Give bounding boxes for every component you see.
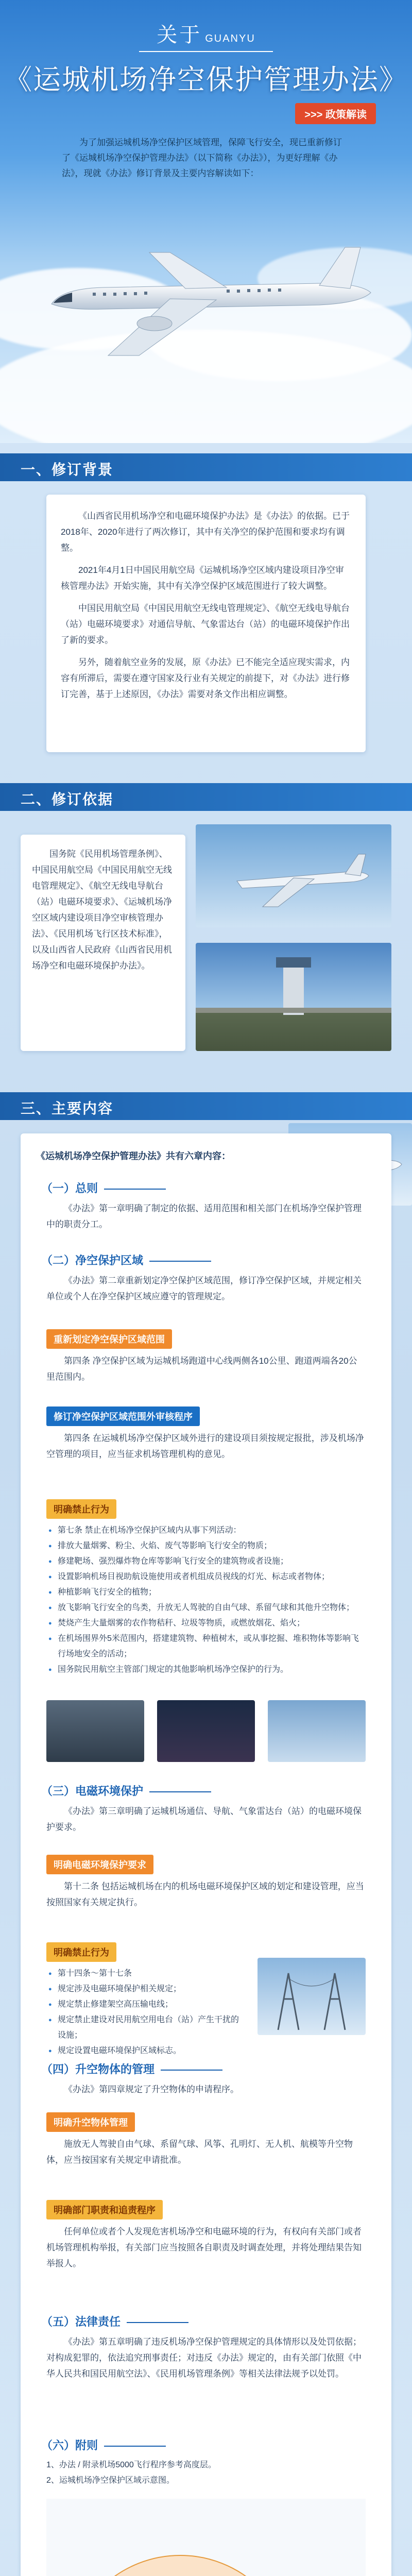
- background-paragraph-1: 《山西省民用机场净空和电磁环境保护办法》是《办法》的依据。已于2018年、2020年进行了两次修订，其中有关净空的保护范围和要求均有调整。: [61, 511, 350, 553]
- section-bar-main: [0, 1092, 412, 1120]
- rule-item: ● 焚烧产生大量烟雾的农作物秸秆、垃圾等物质，或燃放烟花、焰火；: [46, 1616, 366, 1631]
- em-rule-item: ● 规定禁止修建架空高压输电线；: [46, 1997, 242, 2012]
- airport-tower-photo: [196, 943, 391, 1051]
- basis-card: [21, 835, 185, 1051]
- about-heading: [0, 19, 412, 52]
- rule-item: ● 排放大量烟雾、粉尘、火焰、废气等影响飞行安全的物质；: [46, 1538, 366, 1554]
- fireworks-photo: [157, 1700, 255, 1762]
- background-paragraph-4: 另外，随着航空业务的发展，原《办法》已不能完全适应现实需求，内容有所滞后，需要在遵守国家及行业有关规定的前提下，对《办法》进行修订完善，基于上述原因，《办法》需要对条文作出相应调整。: [61, 657, 350, 699]
- box-duties-body: [46, 2224, 366, 2278]
- chapter-2-body: [46, 1273, 366, 1311]
- chapter-4-heading: [41, 2061, 222, 2077]
- airplane-illustration: [31, 232, 381, 366]
- rule-item: ● 修建靶场、强烈爆炸物仓库等影响飞行安全的建筑物或者设施；: [46, 1554, 366, 1569]
- box-airborne-objects-text: 施放无人驾驶自由气球、系留气球、风筝、孔明灯、无人机、航模等升空物体，应当按国家有关规定申请批准。: [46, 2139, 353, 2165]
- box-em-prohibited: 明确禁止行为: [46, 1942, 116, 1962]
- background-card: [46, 495, 366, 752]
- em-rule-item: ● 规定禁止建设对民用航空用电台（站）产生干扰的设施；: [46, 2012, 242, 2043]
- section-title-basis: 二、修订依据: [21, 791, 114, 807]
- rule-item: ● 在机场围界外5米范围内，搭建建筑物、种植树木，或从事挖掘、堆积物体等影响飞行场地安全的活动；: [46, 1631, 366, 1662]
- box-airborne-objects: 明确升空物体管理: [46, 2112, 135, 2132]
- intro-paragraph: 为了加强运城机场净空保护区域管理，保障飞行安全，现已重新修订了《运城机场净空保护管理办法》（以下简称《办法》），为更好理解《办法》，现就《办法》修订背景及主要内容解读如下：: [62, 138, 342, 178]
- box-duties: 明确部门职责和追责程序: [46, 2200, 163, 2219]
- chapter-3-title: （三）电磁环境保护: [41, 1785, 144, 1798]
- box-duties-text: 任何单位或者个人发现危害机场净空和电磁环境的行为，有权向有关部门或者机场管理机构举报，有关部门应当按照各自职责及时调查处理，并将处理结果告知举报人。: [46, 2227, 362, 2268]
- chapter-5-heading: [41, 2313, 188, 2329]
- chapter-1-body: [46, 1200, 366, 1239]
- box-prohibited-acts: 明确禁止行为: [46, 1499, 116, 1519]
- box-em-requirements-body: [46, 1878, 366, 1917]
- chapter-1-title: （一）总则: [41, 1182, 98, 1195]
- chapter-6-items: [46, 2458, 366, 2488]
- rule-item: ● 国务院民用航空主管部门规定的其他影响机场净空保护的行为。: [46, 1662, 366, 1677]
- smoke-photo: [46, 1700, 144, 1762]
- chapter-4-text: 《办法》第四章规定了升空物体的申请程序。: [64, 2084, 239, 2094]
- box-em-requirements-text: 第十二条 包括运城机场在内的机场电磁环境保护区域的划定和建设管理，应当按照国家有关规定执行。: [46, 1882, 364, 1907]
- chapter-2-heading: [41, 1252, 211, 1268]
- box-redefine-range-body: [46, 1353, 366, 1391]
- em-rule-item: ● 第十四条～第十七条: [46, 1966, 242, 1981]
- hero-banner: [0, 0, 412, 443]
- chapter-6-item: 2、运城机场净空保护区域示意图。: [46, 2476, 175, 2485]
- em-rule-item: ● 规定设置电磁环境保护区域标志。: [46, 2043, 242, 2059]
- prohibited-acts-list: [46, 1523, 366, 1677]
- policy-interpretation-tag[interactable]: >>> 政策解读: [295, 103, 376, 124]
- section-title-background: 一、修订背景: [21, 462, 114, 478]
- box-em-requirements: 明确电磁环境保护要求: [46, 1855, 153, 1874]
- background-paragraph-2: 2021年4月1日中国民用航空局《运城机场净空区域内建设项目净空审核管理办法》开始实施，其中有关净空保护区域范围进行了较大调整。: [61, 565, 344, 591]
- chapter-6-heading: [41, 2437, 166, 2453]
- document-title: 《运城机场净空保护管理办法》: [4, 64, 408, 95]
- basis-text: 国务院《民用机场管理条例》、中国民用航空局《中国民用航空无线电管理规定》、《航空无线电导航台（站）电磁环境要求》、《运城机场净空区域内建设项目净空审核管理办法》、《民用机场飞行区技术标准》，以及山西省人民政府《山西省民用机场净空和电磁环境保护办法》。: [32, 849, 172, 971]
- chapter-2-text: 《办法》第二章重新划定净空保护区域范围，修订净空保护区域，并规定相关单位或个人在净空保护区域应遵守的管理规定。: [46, 1276, 362, 1301]
- chapter-1-heading: [41, 1180, 166, 1196]
- chapter-5-body: [46, 2334, 366, 2388]
- clearance-zone-diagram: [46, 2499, 366, 2576]
- em-rules-list: [46, 1966, 242, 2059]
- rule-item: ● 种植影响飞行安全的植物；: [46, 1585, 366, 1600]
- chapter-6-title: （六）附则: [41, 2439, 98, 2452]
- box-review-procedure: 修订净空保护区域范围外审核程序: [46, 1406, 200, 1426]
- rule-item: ● 第七条 禁止在机场净空保护区域内从事下列活动：: [46, 1523, 366, 1538]
- balloon-photo: [268, 1700, 366, 1762]
- rule-item: ● 设置影响机场目视助航设施使用或者机组成员视线的灯光、标志或者物体；: [46, 1569, 366, 1585]
- chapter-4-body: [46, 2081, 366, 2104]
- chapter-1-text: 《办法》第一章明确了制定的依据、适用范围和相关部门在机场净空保护管理中的职责分工。: [46, 1204, 362, 1229]
- chapter-5-text: 《办法》第五章明确了违反机场净空保护管理规定的具体情形以及处罚依据；对构成犯罪的，依法追究刑事责任；对违反《办法》规定的，由有关部门依照《中华人民共和国民用航空法》、《民用机场管理条例》等相关法律法规予以处罚。: [46, 2337, 362, 2379]
- box-redefine-range-text: 第四条 净空保护区域为运城机场跑道中心线两侧各10公里、跑道两端各20公里范围内。: [46, 1356, 357, 1382]
- box-review-procedure-text: 第四条 在运城机场净空保护区域外进行的建设项目须按规定报批，涉及机场净空管理的项目，应当征求机场管理机构的意见。: [46, 1433, 364, 1459]
- section-title-main: 三、主要内容: [21, 1100, 114, 1116]
- power-line-photo: [258, 1958, 366, 2035]
- chapter-3-body: [46, 1803, 366, 1841]
- box-review-procedure-body: [46, 1430, 366, 1468]
- chapter-2-title: （二）净空保护区域: [41, 1254, 144, 1267]
- plane-sky-photo: [196, 824, 391, 927]
- section-bar-background: [0, 453, 412, 481]
- em-rule-item: ● 规定涉及电磁环境保护相关规定；: [46, 1981, 242, 1997]
- box-airborne-objects-body: [46, 2136, 366, 2174]
- chapter-5-title: （五）法律责任: [41, 2315, 121, 2328]
- chapter-3-text: 《办法》第三章明确了运城机场通信、导航、气象雷达台（站）的电磁环境保护要求。: [46, 1806, 362, 1832]
- section-bar-basis: [0, 783, 412, 811]
- main-lead: 《运城机场净空保护管理办法》共有六章内容：: [36, 1151, 231, 1161]
- chapter-6-item: 1、办法 / 附录机场5000飞行程序参考高度层。: [46, 2461, 216, 2469]
- box-redefine-range: 重新划定净空保护区域范围: [46, 1329, 172, 1349]
- background-paragraph-3: 中国民用航空局《中国民用航空无线电管理规定》、《航空无线电导航台（站）电磁环境要求》对通信导航、气象雷达台（站）的电磁环境保护作出了新的要求。: [61, 603, 350, 645]
- chapter-4-title: （四）升空物体的管理: [41, 2063, 155, 2076]
- rule-item: ● 放飞影响飞行安全的鸟类，升放无人驾驶的自由气球、系留气球和其他升空物体；: [46, 1600, 366, 1616]
- chapter-3-heading: [41, 1783, 211, 1799]
- about-english: GUANYU: [205, 33, 255, 44]
- about-text: 关于: [157, 23, 202, 46]
